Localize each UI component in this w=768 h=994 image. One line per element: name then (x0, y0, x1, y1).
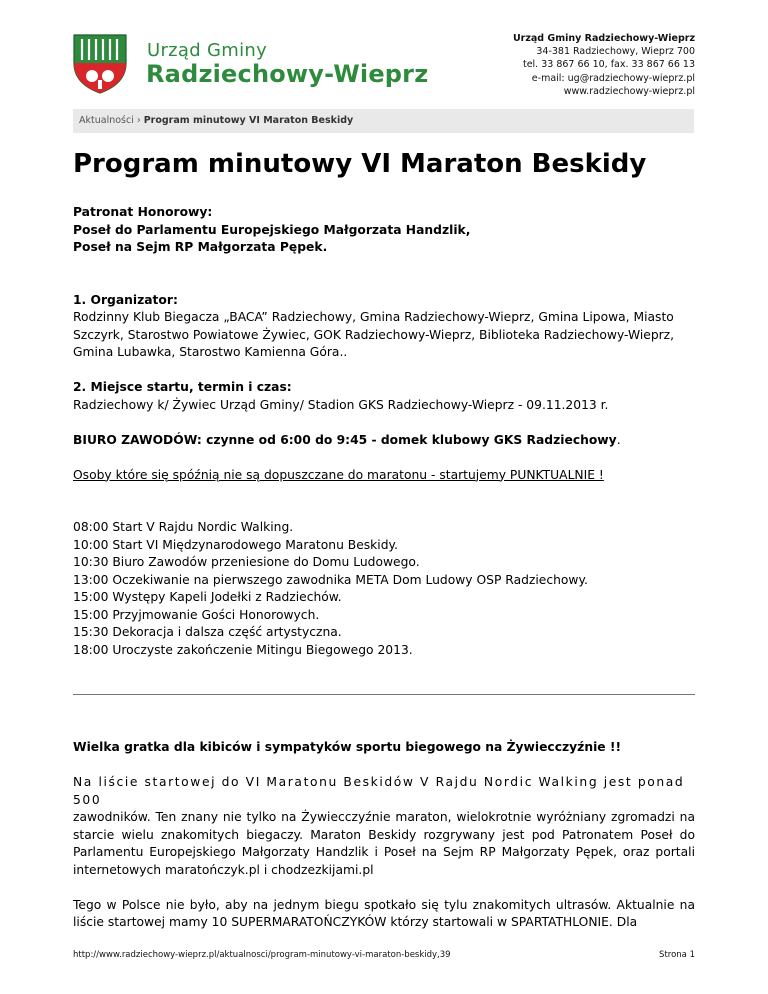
contact-email[interactable]: e-mail: ug@radziechowy-wieprz.pl (531, 72, 695, 84)
contact-phone: tel. 33 867 66 10, fax. 33 867 66 13 (522, 59, 695, 71)
office-hours-bold: BIURO ZAWODÓW: czynne od 6:00 do 9:45 - domek klubowy GKS Radziechowy (73, 432, 617, 447)
article-paragraph: zawodników. Ten znany nie tylko na Żywiecczyźnie maraton, wielokrotnie wyróżniany zgromadzi na starcie wielu znakomitych biegaczy. Maraton Beskidy rozgrywany jest pod Patronatem Poseł do Parlamentu Europejskiego Małgorzaty Handzlik i Poseł na Sejm RP Małgorzaty Pępek, oraz portali internetowych maratończyk.pl i chodzezkijami.pl (73, 810, 695, 877)
logo-title: Radziechowy-Wieprz (146, 60, 429, 88)
schedule-item: 10:00 Start VI Międzynarodowego Maratonu Beskidy. (73, 537, 398, 552)
office-hours-tail: . (616, 432, 621, 447)
place-heading: 2. Miejsce startu, termin i czas: (73, 380, 292, 394)
article-paragraph: Tego w Polsce nie było, aby na jednym biegu spotkało się tylu znakomitych ultrasów. Aktualnie na liście startowej mamy 10 SUPERMARATOŃCZYKÓW którzy startowali w SPARTATHLONIE. Dla (73, 897, 695, 929)
contact-website[interactable]: www.radziechowy-wieprz.pl (563, 85, 695, 97)
breadcrumb-parent-link[interactable]: Aktualności (79, 115, 134, 126)
contact-org: Urząd Gminy Radziechowy-Wieprz (512, 33, 695, 44)
schedule-item: 15:00 Występy Kapeli Jodełki z Radziechów. (73, 590, 342, 604)
schedule-item: 10:30 Biuro Zawodów przeniesione do Domu Ludowego. (73, 555, 420, 569)
page-number: Strona 1 (659, 950, 695, 960)
contact-address: 34-381 Radziechowy, Wieprz 700 (536, 46, 695, 58)
coat-of-arms-icon (72, 33, 128, 95)
schedule-item: 18:00 Uroczyste zakończenie Mitingu Biegowego 2013. (73, 642, 413, 657)
organizer-text: Rodzinny Klub Biegacza „BACA” Radziechowy, Gmina Radziechowy-Wieprz, Gmina Lipowa, Miasto Szczyrk, Starostwo Powiatowe Żywiec, GOK Radziechowy-Wieprz, Biblioteka Radziechowy-Wieprz, Gmina Lubawka, Starostwo Kamienna Góra.. (73, 310, 675, 359)
schedule-item: 15:30 Dekoracja i dalsza część artystyczna. (73, 625, 342, 639)
breadcrumb-current: Program minutowy VI Maraton Beskidy (143, 115, 354, 126)
patronat-line: Poseł do Parlamentu Europejskiego Małgorzata Handzlik, (73, 222, 471, 237)
contact-block (513, 32, 695, 98)
breadcrumb-separator: › (133, 115, 144, 126)
patronat-heading: Patronat Honorowy: (73, 205, 213, 219)
article-content (73, 204, 695, 932)
page-title: Program minutowy VI Maraton Beskidy (73, 149, 647, 179)
place-text: Radziechowy k/ Żywiec Urząd Gminy/ Stadion GKS Radziechowy-Wieprz - 09.11.2013 r. (73, 397, 609, 412)
schedule-item: 13:00 Oczekiwanie na pierwszego zawodnika META Dom Ludowy OSP Radziechowy. (73, 572, 588, 587)
article-headline: Wielka gratka dla kibiców i sympatyków sportu biegowego na Żywiecczyźnie !! (73, 740, 622, 754)
patronat-line: Poseł na Sejm RP Małgorzata Pępek. (73, 240, 328, 254)
logo-subtitle: Urząd Gminy (147, 40, 268, 61)
footer-url: http://www.radziechowy-wieprz.pl/aktualnosci/program-minutowy-vi-maraton-beskidy,39 (73, 950, 451, 960)
organizer-heading: 1. Organizator: (73, 292, 178, 307)
article-paragraph-first-line: Na liście startowej do VI Maratonu Beskidów V Rajdu Nordic Walking jest ponad 500 (73, 775, 685, 807)
schedule-item: 08:00 Start V Rajdu Nordic Walking. (73, 520, 294, 534)
office-hours (73, 432, 695, 450)
breadcrumb (73, 109, 694, 133)
late-notice: Osoby które się spóźnią nie są dopuszczane do maratonu - startujemy PUNKTUALNIE ! (73, 467, 604, 482)
schedule-list (73, 519, 695, 659)
schedule-item: 15:00 Przyjmowanie Gości Honorowych. (73, 607, 320, 622)
